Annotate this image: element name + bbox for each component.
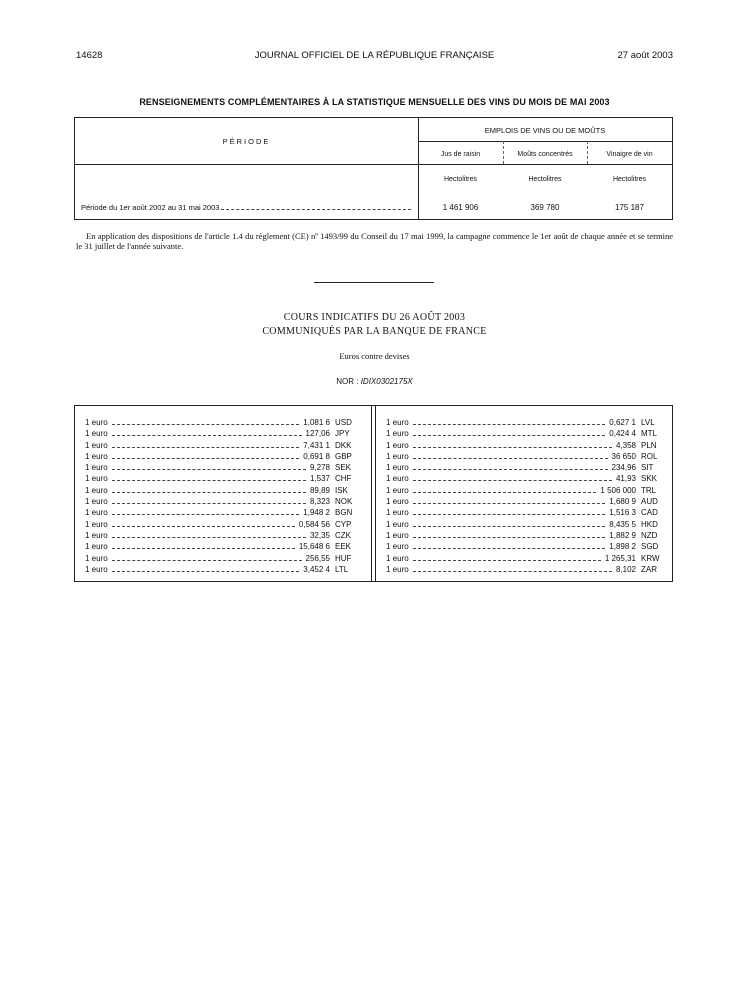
rate-label: 1 euro <box>85 530 108 540</box>
rate-label: 1 euro <box>386 542 409 552</box>
leader-dots <box>112 526 295 527</box>
leader-dots <box>112 469 306 470</box>
rate-row <box>85 452 359 463</box>
rate-label: 1 euro <box>85 564 108 574</box>
leader-dots <box>413 537 606 538</box>
group-header: EMPLOIS DE VINS OU DE MOÛTS <box>484 126 606 135</box>
rate-label: 1 euro <box>386 519 409 529</box>
value-cell: 1 461 906 <box>442 203 479 212</box>
rate-row <box>386 554 665 565</box>
rate-value: 1 265,31 <box>604 553 636 563</box>
rate-row <box>85 429 359 440</box>
nor-reference: NOR : IDIX0302175X <box>336 377 413 386</box>
rate-row <box>85 520 359 531</box>
exchange-rates-table <box>74 405 673 582</box>
rate-label: 1 euro <box>85 418 108 427</box>
rate-value: 1,948 2 <box>303 508 330 518</box>
leader-dots <box>112 492 306 493</box>
rate-value: 15,648 6 <box>298 542 330 552</box>
rate-label: 1 euro <box>386 508 409 518</box>
issue-date: 27 août 2003 <box>617 50 673 61</box>
rate-value: 89,89 <box>309 485 330 495</box>
rate-row <box>85 486 359 497</box>
rate-value: 8,435 5 <box>609 519 636 529</box>
rate-label: 1 euro <box>386 474 409 484</box>
rate-row <box>386 452 665 463</box>
currency-code: NZD <box>641 530 658 540</box>
rate-value: 32,35 <box>309 530 330 540</box>
rate-value: 1,081 6 <box>303 418 330 427</box>
currency-code: CAD <box>641 508 658 518</box>
leader-dots <box>112 480 306 481</box>
unit-label: Hectolitres <box>443 176 478 183</box>
section-divider <box>314 282 434 283</box>
rate-row <box>85 497 359 508</box>
rate-label: 1 euro <box>85 497 108 507</box>
leader-dots <box>413 480 612 481</box>
rate-label: 1 euro <box>386 463 409 473</box>
currency-code: CHF <box>335 474 352 484</box>
currency-code: LVL <box>641 418 655 427</box>
leader-dots <box>413 548 606 549</box>
currency-code: SGD <box>641 542 659 552</box>
leader-dots <box>413 503 606 504</box>
rate-value: 8,102 <box>615 564 636 574</box>
rate-row <box>386 542 665 553</box>
rate-label: 1 euro <box>85 451 108 461</box>
wine-table <box>74 117 673 220</box>
leader-dots <box>112 503 306 504</box>
rate-value: 0,424 4 <box>609 429 636 439</box>
currency-code: AUD <box>641 497 658 507</box>
leader-dots <box>112 560 302 561</box>
leader-dots <box>413 492 597 493</box>
value-cell: 369 780 <box>530 203 560 212</box>
currency-code: ISK <box>335 485 348 495</box>
leader-dots <box>413 447 612 448</box>
rate-row <box>386 418 665 429</box>
rate-label: 1 euro <box>386 553 409 563</box>
rate-value: 0,584 56 <box>298 519 330 529</box>
leader-dots <box>112 548 295 549</box>
rate-value: 0,627 1 <box>609 418 636 427</box>
rate-label: 1 euro <box>85 508 108 518</box>
rate-row <box>386 474 665 485</box>
rate-row <box>85 474 359 485</box>
rate-label: 1 euro <box>386 485 409 495</box>
rate-label: 1 euro <box>85 429 108 439</box>
currency-code: DKK <box>335 440 352 450</box>
column-header: Vinaigre de vin <box>606 151 653 158</box>
wine-table-title: RENSEIGNEMENTS COMPLÉMENTAIRES À LA STATISTIQUE MENSUELLE DES VINS DU MOIS DE MAI 2003 <box>139 97 610 107</box>
currency-code: TRL <box>641 485 657 495</box>
rate-value: 234,96 <box>611 463 636 473</box>
rate-value: 7,431 1 <box>303 440 330 450</box>
leader-dots <box>413 469 608 470</box>
rate-row <box>386 508 665 519</box>
currency-code: KRW <box>641 553 660 563</box>
rate-label: 1 euro <box>85 553 108 563</box>
rate-row <box>85 565 359 576</box>
rate-value: 4,358 <box>615 440 636 450</box>
currency-code: HKD <box>641 519 658 529</box>
page-number: 14628 <box>76 50 103 61</box>
currency-code: LTL <box>335 564 349 574</box>
rate-label: 1 euro <box>85 542 108 552</box>
period-header: PÉRIODE <box>222 137 271 146</box>
rate-label: 1 euro <box>386 530 409 540</box>
rate-value: 1,516 3 <box>609 508 636 518</box>
currency-code: CYP <box>335 519 352 529</box>
rate-label: 1 euro <box>85 519 108 529</box>
rate-row <box>386 520 665 531</box>
currency-code: HUF <box>335 553 352 563</box>
currency-code: MTL <box>641 429 657 439</box>
currency-code: SIT <box>641 463 654 473</box>
leader-dots <box>112 447 300 448</box>
value-cell: 175 187 <box>615 203 644 212</box>
leader-dots <box>112 514 300 515</box>
unit-label: Hectolitres <box>528 176 562 183</box>
rate-value: 9,278 <box>309 463 330 473</box>
rate-label: 1 euro <box>386 564 409 574</box>
rate-row <box>386 497 665 508</box>
currency-code: PLN <box>641 440 657 450</box>
leader-dots <box>413 424 606 425</box>
rate-value: 36 650 <box>611 451 636 461</box>
leader-dots <box>112 424 300 425</box>
leader-dots <box>413 560 601 561</box>
rate-row <box>85 508 359 519</box>
rate-label: 1 euro <box>85 440 108 450</box>
leader-dots <box>413 526 606 527</box>
rate-label: 1 euro <box>386 418 409 427</box>
rate-value: 3,452 4 <box>303 564 330 574</box>
rate-value: 256,55 <box>305 553 330 563</box>
currency-code: GBP <box>335 451 352 461</box>
rates-title: COURS INDICATIFS DU 26 AOÛT 2003 COMMUNIQUÉS PAR LA BANQUE DE FRANCE <box>262 312 487 337</box>
rate-row <box>386 565 665 576</box>
leader-dots <box>112 537 306 538</box>
rate-label: 1 euro <box>386 429 409 439</box>
rate-row <box>386 463 665 474</box>
currency-code: SKK <box>641 474 658 484</box>
leader-dots <box>413 571 612 572</box>
rate-row <box>386 441 665 452</box>
leader-dots <box>112 458 300 459</box>
currency-code: USD <box>335 418 352 427</box>
rate-value: 1,537 <box>309 474 330 484</box>
rates-subtitle: Euros contre devises <box>339 351 410 361</box>
leader-dots <box>413 514 606 515</box>
currency-code: EEK <box>335 542 352 552</box>
rate-label: 1 euro <box>386 440 409 450</box>
rate-value: 0,691 8 <box>303 451 330 461</box>
rate-value: 1,898 2 <box>609 542 636 552</box>
rate-value: 41,93 <box>615 474 636 484</box>
leader-dots <box>112 435 302 436</box>
rate-row <box>85 554 359 565</box>
rate-value: 1,882 9 <box>609 530 636 540</box>
rate-row <box>85 418 359 429</box>
leader-dots <box>413 458 608 459</box>
currency-code: ROL <box>641 451 658 461</box>
currency-code: BGN <box>335 508 353 518</box>
rate-value: 127,06 <box>305 429 330 439</box>
leader-dots <box>413 435 606 436</box>
rate-label: 1 euro <box>386 451 409 461</box>
currency-code: SEK <box>335 463 352 473</box>
rates-column-right <box>386 418 665 576</box>
rates-column-left <box>85 418 359 576</box>
rate-value: 1 506 000 <box>600 485 636 495</box>
rate-value: 8,323 <box>309 497 330 507</box>
rate-label: 1 euro <box>85 474 108 484</box>
page-header <box>76 50 673 64</box>
rate-row <box>386 429 665 440</box>
period-row-label: Période du 1er août 2002 au 31 mai 2003 <box>81 203 413 212</box>
rate-row <box>386 531 665 542</box>
unit-label: Hectolitres <box>612 176 647 183</box>
rate-row <box>85 463 359 474</box>
currency-code: ZAR <box>641 564 657 574</box>
rate-row <box>85 441 359 452</box>
regulation-note: En application des dispositions de l'article 1.4 du règlement (CE) nº 1493/99 du Conseil du 17 mai 1999, la campagne commence le 1er août de chaque année et se termine le 31 juillet de l'année suivante. <box>76 231 673 251</box>
rate-row <box>85 542 359 553</box>
rate-value: 1,680 9 <box>609 497 636 507</box>
column-header: Jus de raisin <box>440 151 481 158</box>
rate-row <box>85 531 359 542</box>
leader-dots <box>112 571 300 572</box>
rate-row <box>386 486 665 497</box>
rate-label: 1 euro <box>386 497 409 507</box>
currency-code: CZK <box>335 530 351 540</box>
column-header: Moûts concentrés <box>517 151 573 158</box>
currency-code: NOK <box>335 497 353 507</box>
journal-title: JOURNAL OFFICIEL DE LA RÉPUBLIQUE FRANÇAISE <box>254 50 495 61</box>
currency-code: JPY <box>335 429 350 439</box>
rate-label: 1 euro <box>85 485 108 495</box>
rate-label: 1 euro <box>85 463 108 473</box>
